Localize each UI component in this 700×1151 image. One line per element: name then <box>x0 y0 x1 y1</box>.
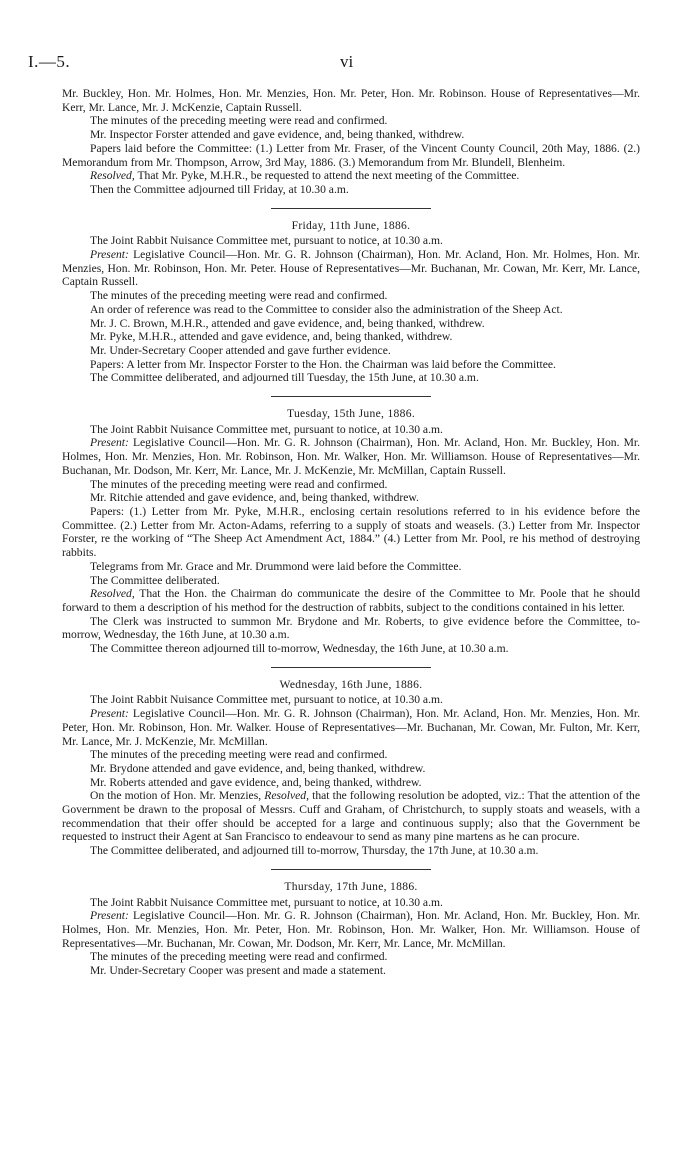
intro-adjourn: Then the Committee adjourned till Friday, at 10.30 a.m. <box>90 182 349 196</box>
page-number: vi <box>340 52 354 71</box>
wednesday-roberts: Mr. Roberts attended and gave evidence, and, being thanked, withdrew. <box>90 775 422 789</box>
thursday-minutes: The minutes of the preceding meeting were read and confirmed. <box>90 950 388 964</box>
thursday-present: Present: Legislative Council—Hon. Mr. G. R. Johnson (Chairman), Hon. Mr. Acland, Hon. Mr. Buckley, Hon. Mr. Holmes, Hon. Mr. Menzies, Hon. Mr. Peter, Hon. Mr. Robinson, Hon. Mr. Walker, Hon. Mr. Williamson. House of Representatives—Mr. Buchanan, Mr. Cowan, Mr. Dodson, Mr. Kerr, Mr. Lance, Mr. McMillan. <box>62 909 640 950</box>
wednesday-brydone: Mr. Brydone attended and gave evidence, and, being thanked, withdrew. <box>90 761 426 775</box>
friday-minutes: The minutes of the preceding meeting were read and confirmed. <box>90 289 388 303</box>
present-label: Present: <box>90 909 129 923</box>
tuesday-present: Present: Legislative Council—Hon. Mr. G. R. Johnson (Chairman), Hon. Mr. Acland, Hon. Mr. Buckley, Hon. Mr. Holmes, Hon. Mr. Menzies, Hon. Mr. Robinson, Hon. Mr. Walker, Hon. Mr. Williamson. House of Representatives—Mr. Buchanan, Mr. Dodson, Mr. Kerr, Mr. Lance, Mr. J. McKenzie, Mr. McMillan, Captain Russell. <box>62 436 640 477</box>
friday-cooper: Mr. Under-Secretary Cooper attended and gave further evidence. <box>90 343 391 357</box>
resolved-label: Resolved, <box>90 587 135 601</box>
tuesday-telegrams: Telegrams from Mr. Grace and Mr. Drummond were laid before the Committee. <box>90 559 462 573</box>
friday-present: Present: Legislative Council—Hon. Mr. G. R. Johnson (Chairman), Hon. Mr. Acland, Hon. Mr. Holmes, Hon. Mr. Menzies, Hon. Mr. Robinson, Hon. Mr. Peter. House of Representatives—Mr. Buchanan, Mr. Cowan, Mr. Kerr, Mr. Lance, Captain Russell. <box>62 248 640 289</box>
wednesday-resolution: On the motion of Hon. Mr. Menzies, Resolved, that the following resolution be adopted, viz.: That the attention of the Government be drawn to the proposal of Messrs. Cuff and Graham, of Christchurch, to supply stoats and weasels, with a recommendation that their offer should be accepted for a large and continuous supply; also that the Government be requested to instruct their Agent at San Francisco to endeavour to send as many pine martens as he can procure. <box>62 789 640 844</box>
paper-reference: I.—5. <box>28 52 71 71</box>
friday-pyke: Mr. Pyke, M.H.R., attended and gave evidence, and, being thanked, withdrew. <box>90 330 453 344</box>
friday-order: An order of reference was read to the Committee to consider also the administration of the Sheep Act. <box>90 302 563 316</box>
intro-resolution: Resolved, That Mr. Pyke, M.H.R., be requested to attend the next meeting of the Committee. <box>90 169 520 183</box>
wednesday-adjourn: The Committee deliberated, and adjourned till to-morrow, Thursday, the 17th June, at 10.30 a.m. <box>90 844 539 858</box>
present-label: Present: <box>90 436 129 450</box>
tuesday-summon: The Clerk was instructed to summon Mr. Brydone and Mr. Roberts, to give evidence before the Committee, to-morrow, Wednesday, the 16th June, at 10.30 a.m. <box>62 614 640 642</box>
tuesday-met: The Joint Rabbit Nuisance Committee met, pursuant to notice, at 10.30 a.m. <box>90 422 443 436</box>
tuesday-minutes: The minutes of the preceding meeting were read and confirmed. <box>90 477 388 491</box>
meeting-date-thursday: Thursday, 17th June, 1886. <box>284 879 418 893</box>
meeting-date-friday: Friday, 11th June, 1886. <box>291 218 411 232</box>
section-divider <box>271 396 431 397</box>
intro-members: Mr. Buckley, Hon. Mr. Holmes, Hon. Mr. Menzies, Hon. Mr. Peter, Hon. Mr. Robinson. House of Representatives—Mr. Kerr, Mr. Lance, Mr. J. McKenzie, Captain Russell. <box>62 87 640 114</box>
friday-adjourn: The Committee deliberated, and adjourned till Tuesday, the 15th June, at 10.30 a.m. <box>90 371 479 385</box>
thursday-met: The Joint Rabbit Nuisance Committee met, pursuant to notice, at 10.30 a.m. <box>90 895 443 909</box>
meeting-date-wednesday: Wednesday, 16th June, 1886. <box>279 677 423 691</box>
friday-papers: Papers: A letter from Mr. Inspector Forster to the Hon. the Chairman was laid before the Committee. <box>90 357 556 371</box>
section-divider <box>271 667 431 668</box>
intro-papers: Papers laid before the Committee: (1.) Letter from Mr. Fraser, of the Vincent County Council, 20th May, 1886. (2.) Memorandum from Mr. Thompson, Arrow, 3rd May, 1886. (3.) Memorandum from Mr. Blundell, Blenheim. <box>62 141 640 169</box>
friday-brown: Mr. J. C. Brown, M.H.R., attended and gave evidence, and, being thanked, withdrew. <box>90 316 485 330</box>
present-label: Present: <box>90 248 129 262</box>
intro-evidence: Mr. Inspector Forster attended and gave evidence, and, being thanked, withdrew. <box>90 128 465 142</box>
resolved-label: Resolved, <box>90 169 135 183</box>
thursday-cooper: Mr. Under-Secretary Cooper was present and made a statement. <box>90 964 386 978</box>
resolved-label: Resolved, <box>264 789 309 803</box>
tuesday-adjourn: The Committee thereon adjourned till to-morrow, Wednesday, the 16th June, at 10.30 a.m. <box>90 642 509 656</box>
section-divider <box>271 869 431 870</box>
friday-met: The Joint Rabbit Nuisance Committee met, pursuant to notice, at 10.30 a.m. <box>90 234 443 248</box>
wednesday-minutes: The minutes of the preceding meeting were read and confirmed. <box>90 748 388 762</box>
meeting-date-tuesday: Tuesday, 15th June, 1886. <box>286 407 416 421</box>
wednesday-present: Present: Legislative Council—Hon. Mr. G. R. Johnson (Chairman), Hon. Mr. Acland, Hon. Mr. Menzies, Hon. Mr. Peter, Hon. Mr. Robinson, Hon. Mr. Walker. House of Representatives—Mr. Buchanan, Mr. Cowan, Mr. Fulton, Mr. Kerr, Mr. Lance, Mr. J. McKenzie, Mr. McMillan. <box>62 707 640 748</box>
tuesday-deliberated: The Committee deliberated. <box>90 573 220 587</box>
tuesday-papers: Papers: (1.) Letter from Mr. Pyke, M.H.R., enclosing certain resolutions referred to in his evidence before the Committee. (2.) Letter from Mr. Acton-Adams, referring to a supply of stoats and weasels. (3.) Letter from Mr. Inspector Forster, re the working of “The Sheep Act Amendment Act, 1884.” (4.) Letter from Mr. Pool, re his method of destroying rabbits. <box>62 504 640 560</box>
intro-minutes: The minutes of the preceding meeting were read and confirmed. <box>90 114 388 128</box>
minutes-body <box>62 87 640 978</box>
present-label: Present: <box>90 707 129 721</box>
section-divider <box>271 208 431 209</box>
tuesday-ritchie: Mr. Ritchie attended and gave evidence, and, being thanked, withdrew. <box>90 491 419 505</box>
wednesday-met: The Joint Rabbit Nuisance Committee met, pursuant to notice, at 10.30 a.m. <box>90 693 443 707</box>
tuesday-resolution: Resolved, That the Hon. the Chairman do communicate the desire of the Committee to Mr. Poole that he should forward to them a description of his method for the destruction of rabbits, subject to the conditions contained in his letter. <box>62 587 640 614</box>
